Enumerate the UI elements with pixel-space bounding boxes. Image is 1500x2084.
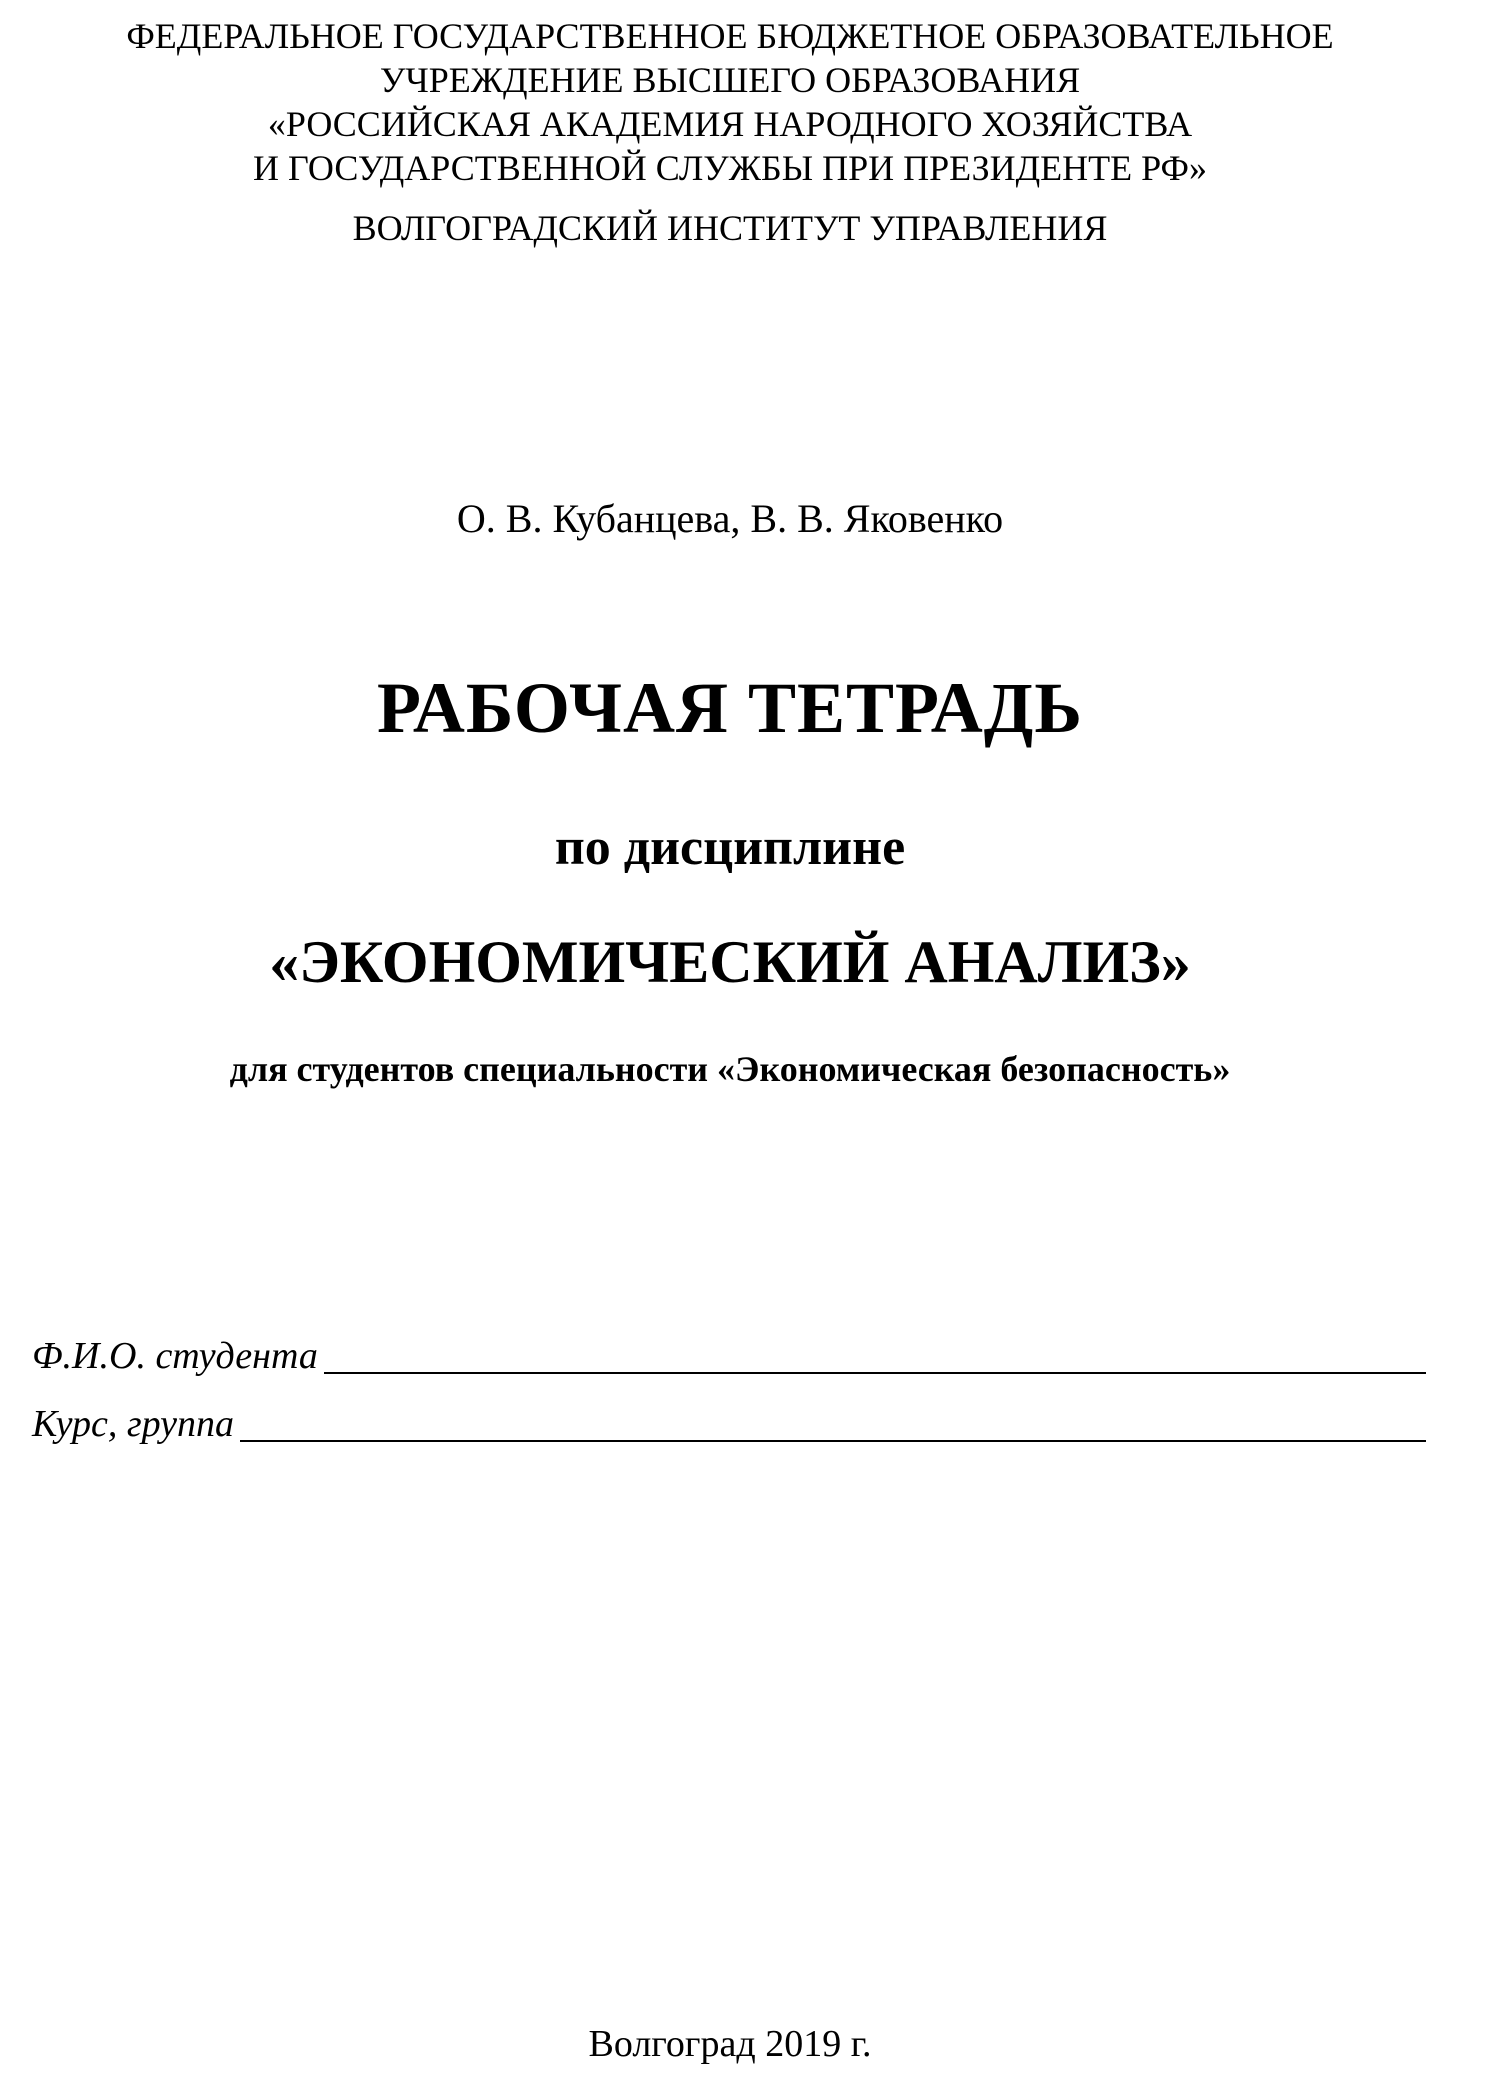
course-group-blank-line[interactable] (240, 1404, 1426, 1442)
institute-name: ВОЛГОГРАДСКИЙ ИНСТИТУТ УПРАВЛЕНИЯ (352, 208, 1108, 248)
institution-line-3: «РОССИЙСКАЯ АКАДЕМИЯ НАРОДНОГО ХОЗЯЙСТВА (267, 104, 1193, 144)
authors: О. В. Кубанцева, В. В. Яковенко (456, 496, 1004, 541)
institution-line-1: ФЕДЕРАЛЬНОЕ ГОСУДАРСТВЕННОЕ БЮДЖЕТНОЕ ОБРАЗОВАТЕЛЬНОЕ (126, 16, 1334, 56)
document-title: РАБОЧАЯ ТЕТРАДЬ (377, 668, 1083, 748)
course-group-label: Курс, группа (32, 1403, 235, 1445)
student-name-blank-line[interactable] (324, 1336, 1426, 1374)
discipline-name: «ЭКОНОМИЧЕСКИЙ АНАЛИЗ» (269, 929, 1191, 995)
student-name-field (32, 1334, 1426, 1378)
institution-line-4: И ГОСУДАРСТВЕННОЙ СЛУЖБЫ ПРИ ПРЕЗИДЕНТЕ РФ» (253, 148, 1207, 188)
city-year: Волгоград 2019 г. (588, 2023, 872, 2065)
institution-line-2: УЧРЕЖДЕНИЕ ВЫСШЕГО ОБРАЗОВАНИЯ (379, 60, 1081, 100)
discipline-intro: по дисциплине (554, 819, 906, 876)
course-group-field (32, 1402, 1426, 1446)
audience-line: для студентов специальности «Экономическая безопасность» (229, 1049, 1231, 1089)
student-name-label: Ф.И.О. студента (32, 1335, 318, 1377)
